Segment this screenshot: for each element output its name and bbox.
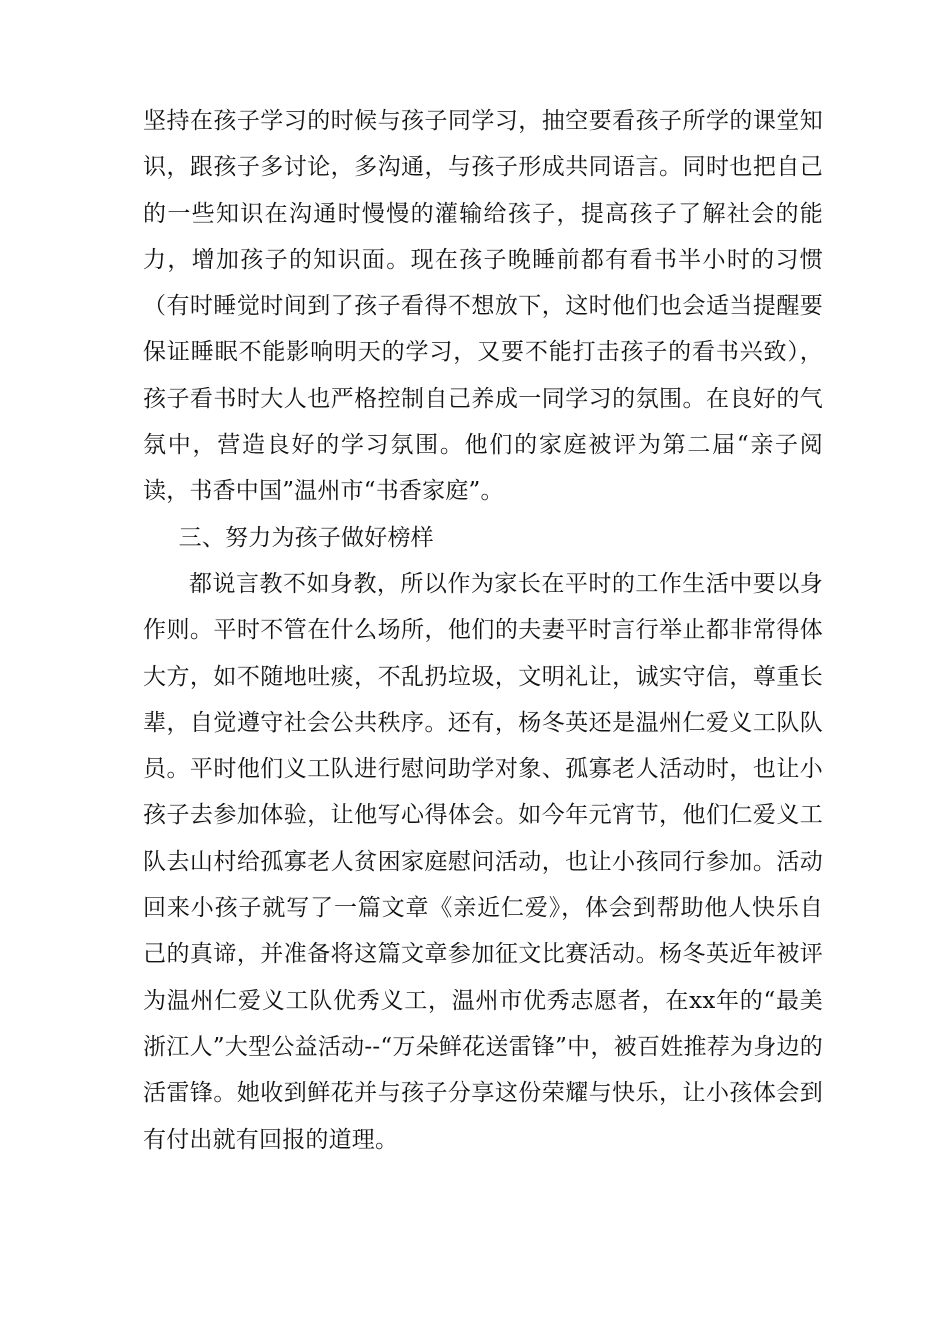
paragraph-body: 都说言教不如身教，所以作为家长在平时的工作生活中要以身作则。平时不管在什么场所，他们的夫妻平时言行举止都非常得体大方，如不随地吐痰，不乱扔垃圾，文明礼让，诚实守信，尊重长辈，自觉遵守社会公共秩序。还有，杨冬英还是温州仁爱义工队队员。平时他们义工队进行慰问助学对象、孤寡老人活动时，也让小孩子去参加体验，让他写心得体会。如今年元宵节，他们仁爱义工队去山村给孤寡老人贫困家庭慰问活动，也让小孩同行参加。活动回来小孩子就写了一篇文章《亲近仁爱》，体会到帮助他人快乐自己的真谛，并准备将这篇文章参加征文比赛活动。杨冬英近年被评为温州仁爱义工队优秀义工，温州市优秀志愿者，在xx年的“最美浙江人”大型公益活动--“万朵鲜花送雷锋”中，被百姓推荐为身边的活雷锋。她收到鲜花并与孩子分享这份荣耀与快乐，让小孩体会到有付出就有回报的道理。 bbox=[143, 570, 823, 1153]
section-heading: 三、努力为孩子做好榜样 bbox=[178, 524, 434, 551]
document-body bbox=[143, 98, 823, 1163]
paragraph-continuation: 坚持在孩子学习的时候与孩子同学习，抽空要看孩子所学的课堂知识，跟孩子多讨论，多沟通，与孩子形成共同语言。同时也把自己的一些知识在沟通时慢慢的灌输给孩子，提高孩子了解社会的能力，增加孩子的知识面。现在孩子晚睡前都有看书半小时的习惯（有时睡觉时间到了孩子看得不想放下，这时他们也会适当提醒要保证睡眠不能影响明天的学习，又要不能打击孩子的看书兴致），孩子看书时大人也严格控制自己养成一同学习的氛围。在良好的气氛中，营造良好的学习氛围。他们的家庭被评为第二届“亲子阅读，书香中国”温州市“书香家庭”。 bbox=[143, 108, 823, 505]
